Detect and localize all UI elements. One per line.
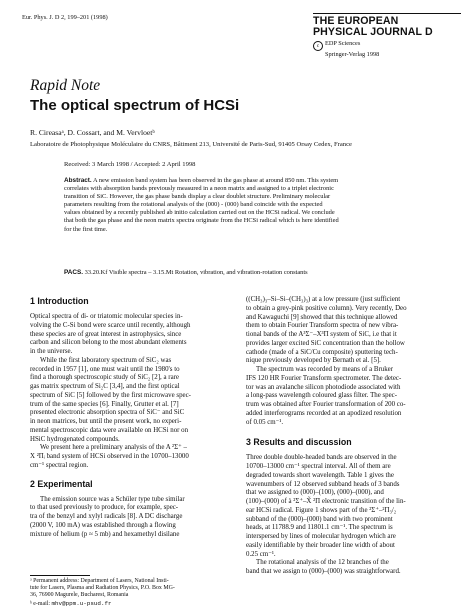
text-line: interspersed by lines of molecular hydrogen which are: [246, 533, 396, 540]
text-line: 10700–13000 cm⁻¹ spectral interval. All of them are: [246, 463, 391, 470]
text-line: that we assigned to (000)–(100), (000)–(000), and: [246, 489, 384, 497]
pacs-codes: 33.20.Kf Visible spectra – 3.15.Mt Rotation, vibration, and vibration-rotation constants: [84, 269, 308, 276]
text-line: IFS 120 HR Fourier Transform spectrometer. The detec-: [246, 374, 402, 382]
affiliation: Laboratoire de Photophysique Moléculaire du CNRS, Bâtiment 213, Université de Paris-Sud, 91405 Orsay Cedex, France: [30, 141, 352, 148]
paragraph: [246, 296, 444, 366]
journal-reference: Eur. Phys. J. D 2, 199–201 (1998): [22, 14, 108, 21]
text-line: The rotational analysis of the 12 branches of the: [256, 559, 389, 567]
journal-name-line-2: PHYSICAL JOURNAL D: [313, 26, 433, 38]
text-line: to obtain a grey-pink positive column). Very recently, Deo: [246, 304, 407, 312]
journal-name-line-1: THE EUROPEAN: [313, 15, 399, 27]
text-line: band that we assign to (000)–(000) was straightforward.: [246, 568, 401, 575]
text-line: ((CH₃)₃–Si–Si–(CH₃)₃) at a low pressure (just sufficient: [246, 296, 401, 303]
text-line: in neon matrices, but until the present work, no experi-: [30, 418, 182, 425]
footnote-a-line: 36, 76900 Magurele, Bucharest, Romania: [30, 592, 129, 599]
journal-name: [313, 13, 461, 38]
text-line: find a thorough spectroscopic study of SiC₂ [2], a rare: [30, 374, 179, 382]
text-line: them to obtain Fourier Transform spectra of new vibra-: [246, 322, 399, 330]
paragraph: [30, 357, 227, 445]
text-line: in the universe.: [30, 348, 73, 355]
authors: R. Cireasaᵃ, D. Cossart, and M. Vervloetᵇ: [30, 128, 155, 137]
text-line: (2000 V, 100 mA) was established through a flowing: [30, 521, 176, 529]
left-column: [30, 296, 227, 539]
section-heading-results: 3 Results and discussion: [246, 437, 352, 448]
text-line: of 0.05 cm⁻¹.: [246, 418, 284, 426]
text-line: trum was obtained after Fourier transformation of 200 co-: [246, 401, 406, 408]
pacs-label: PACS.: [64, 269, 84, 276]
footnote-a-line: tute for Lasers, Plasma and Radiation Physics, P.O. Box MG-: [30, 585, 175, 592]
footnote-b-label: ᵇ e-mail:: [30, 600, 50, 607]
section-label: Rapid Note: [30, 77, 101, 94]
paragraph: [30, 496, 227, 540]
text-line: (100)–(000) of à ²Σ⁺–X̃ ²Π electronic transition of the lin-: [246, 498, 406, 505]
text-line: While the first laboratory spectrum of SiC₂ was: [40, 356, 172, 364]
text-line: subband of the (000)–(000) band with two prominent: [246, 515, 393, 523]
publisher-line-1: [313, 40, 461, 51]
text-line: 0.25 cm⁻¹.: [246, 550, 276, 558]
text-line: Three double double-headed bands are observed in the: [246, 454, 397, 462]
abstract-line: correlates with absorption bands previously measured in a neon matrix and assigned to a triplet electronic: [64, 185, 334, 193]
text-line: HSiC hydrogenated compounds.: [30, 435, 120, 443]
text-line: mixture of helium (p ≈ 5 mb) and hexamethyl disilane: [30, 530, 180, 538]
text-line: ear HCSi radical. Figure 1 shows part of the ²Σ⁺–²Π₃/₂: [246, 506, 397, 514]
footnotes: [30, 578, 230, 608]
text-line: added interferograms recorded at an apodized resolution: [246, 409, 402, 417]
publisher-info: [313, 40, 461, 59]
text-line: to that used previously to produce, for example, spec-: [30, 504, 179, 512]
paragraph: [246, 366, 444, 427]
text-line: these species are of great interest in astrophysics, since: [30, 330, 182, 338]
text-line: Optical spectra of di- or triatomic molecular species in-: [30, 313, 183, 320]
text-line: provides larger excited SiC concentration than the hollow: [246, 339, 405, 347]
text-line: The emission source was a Schüler type tube similar: [40, 495, 185, 503]
abstract-line: for the first time.: [64, 225, 108, 233]
text-line: cm⁻¹ spectral region.: [30, 461, 89, 469]
text-line: tor was an avalanche silicon photodiode associated with: [246, 383, 401, 391]
publisher-name-2: Springer-Verlag 1998: [325, 51, 380, 58]
abstract-line: transition of SiC. However, the gas phase bands display a clear doublet structure. Preliminary molecular: [64, 193, 331, 201]
abstract-line: that both the gas phase and the neon matrix spectra originate from the HCSi radical which is here identified: [64, 217, 339, 225]
text-line: tional bands of the A³Σ⁻–X³Π system of SiC, i.e that it: [246, 331, 397, 338]
footnote-a-line: ᵃ Permanent address: Department of Lasers, National Insti-: [30, 578, 169, 584]
abstract-line: values obtained by a recently published ab initio calculation carried out on the HCSi radical. We conclude: [64, 209, 335, 217]
publisher-name-1: EDP Sciences: [325, 40, 361, 47]
publisher-line-2: [313, 51, 461, 59]
text-line: mental spectroscopic data were available on HCSi nor on: [30, 426, 189, 434]
article-title: The optical spectrum of HCSi: [30, 97, 240, 114]
text-line: trum of the same species [6]. Finally, Grutter et al. [7]: [30, 400, 179, 408]
paragraph: [246, 559, 444, 577]
section-heading-experimental: 2 Experimental: [30, 478, 93, 489]
text-line: spectrum of SiC [5] followed by the first microwave spec-: [30, 391, 191, 399]
text-line: tra of the benzyl and xylyl radicals [8]. A DC discharge: [30, 513, 183, 520]
pacs: [64, 269, 444, 277]
section-heading-introduction: 1 Introduction: [30, 296, 89, 306]
text-line: degraded towards short wavelength. Table 1 gives the: [246, 471, 394, 479]
abstract-label: Abstract.: [64, 177, 92, 184]
text-line: presented electronic absorption spectra of SiC⁻ and SiC: [30, 409, 185, 417]
text-line: The spectrum was recorded by means of a Bruker: [256, 366, 393, 373]
footnote-rule: [30, 575, 90, 576]
footnote-b: [30, 600, 230, 608]
text-line: cathode (made of a SiC/Cu composite) sputtering tech-: [246, 348, 398, 356]
text-line: carbon and silicon belong to the most abundant elements: [30, 339, 187, 347]
text-line: heads, at 11788.9 and 11801.1 cm⁻¹. The spectrum is: [246, 524, 393, 532]
abstract: [64, 177, 439, 234]
text-line: X ²Πᵢ band system of HCSi observed in the 10700–13000: [30, 453, 189, 460]
abstract-line: parameters resulting from the rotational analysis of the (000) - (000) band coincide with the expected: [64, 201, 323, 209]
text-line: wavenumbers of 12 observed subband heads of 3 bands: [246, 480, 400, 488]
text-line: recorded in 1957 [1], one must wait until the 1980's to: [30, 365, 180, 373]
text-line: volving the C-Si bond were scarce until recently, although: [30, 321, 191, 329]
email-link[interactable]: mhv@ppm.u-psud.fr: [51, 599, 112, 607]
text-line: a long-pass wavelength coloured glass filter. The spec-: [246, 392, 398, 400]
abstract-line: Abstract. A new emission band system has been observed in the gas phase at around 850 nm. This system: [64, 177, 339, 184]
received-dates: Received: 3 March 1998 / Accepted: 2 April 1998: [64, 161, 196, 168]
text-line: nique previously developed by Bernath et al. [5].: [246, 357, 381, 365]
copyright-icon: c: [313, 41, 323, 51]
journal-masthead: [313, 13, 461, 59]
paragraph: [30, 444, 227, 470]
paragraph: [246, 454, 444, 559]
text-line: gas matrix spectrum of Si₂C [3,4], and the first optical: [30, 383, 180, 390]
text-line: We present here a preliminary analysis of the A ²Σ⁺ –: [40, 444, 187, 452]
text-line: easily identifiable by their broader line width of about: [246, 541, 395, 549]
text-line: and Kawaguchi [9] showed that this technique allowed: [246, 313, 398, 321]
right-column: [246, 296, 444, 577]
paragraph: [30, 313, 227, 357]
